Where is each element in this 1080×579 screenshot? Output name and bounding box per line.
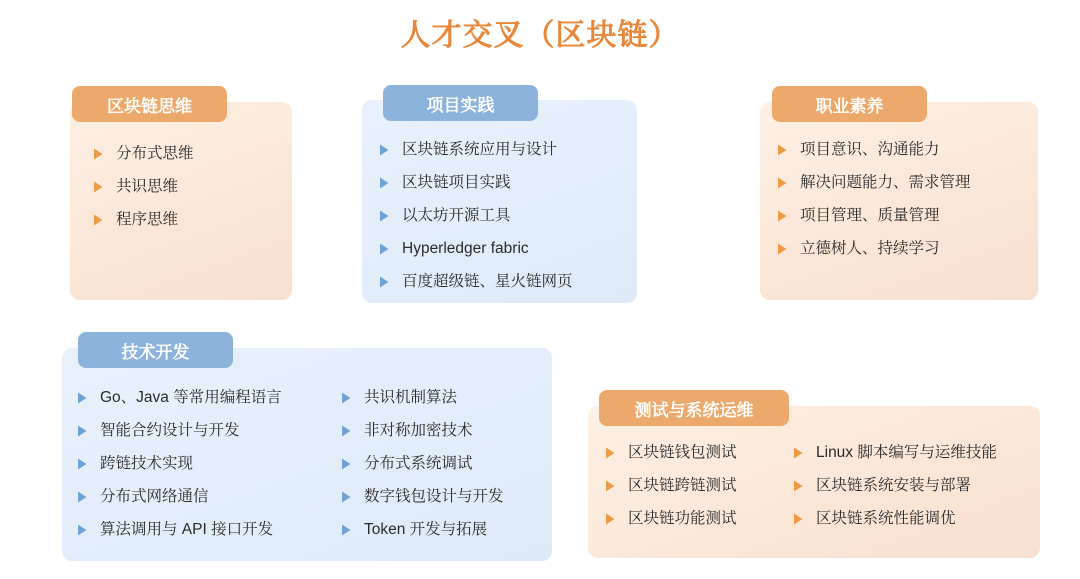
list-item-label: 区块链系统应用与设计: [402, 141, 558, 158]
arrow-right-icon: [76, 421, 92, 441]
arrow-right-icon: [776, 173, 792, 193]
list-item: [76, 388, 340, 408]
arrow-right-icon: [792, 476, 808, 496]
list-item: [340, 421, 540, 441]
arrow-right-icon: [92, 210, 108, 230]
arrow-right-icon: [378, 140, 394, 160]
list-item: [76, 454, 340, 474]
list-item-label: 智能合约设计与开发: [100, 422, 240, 439]
list-item: [776, 206, 1031, 226]
list-item-label: 非对称加密技术: [364, 422, 473, 439]
list-item: [340, 487, 540, 507]
list-item: [776, 239, 1031, 259]
page-title: 人才交叉（区块链）: [400, 19, 680, 52]
list-item: [604, 476, 792, 496]
list-item: [76, 520, 340, 540]
list-item-label: 区块链功能测试: [628, 510, 737, 527]
testing-ops-column-2: [792, 443, 1032, 529]
card-header-blockchain-thinking: [72, 86, 227, 122]
list-item-label: 算法调用与 API 接口开发: [100, 521, 274, 538]
arrow-right-icon: [604, 476, 620, 496]
list-item: [776, 173, 1031, 193]
list-item: [792, 509, 1032, 529]
arrow-right-icon: [340, 421, 356, 441]
list-item-label: 区块链项目实践: [402, 174, 511, 191]
card-header-label: 测试与系统运维: [634, 400, 754, 420]
arrow-right-icon: [776, 140, 792, 160]
list-item: [604, 509, 792, 529]
arrow-right-icon: [340, 487, 356, 507]
tech-development-column-1: [76, 388, 340, 540]
card-header-label: 区块链思维: [107, 96, 192, 116]
list-item: [792, 443, 1032, 463]
list-item: [340, 454, 540, 474]
list-tech-development: [76, 388, 546, 540]
list-item-label: 解决问题能力、需求管理: [800, 174, 971, 191]
arrow-right-icon: [76, 520, 92, 540]
list-item-label: 以太坊开源工具: [402, 207, 511, 224]
arrow-right-icon: [792, 443, 808, 463]
card-header-project-practice: [383, 85, 538, 121]
list-career-quality: [776, 140, 1031, 259]
list-item-label: 分布式网络通信: [100, 488, 209, 505]
card-header-label: 技术开发: [121, 342, 190, 362]
arrow-right-icon: [378, 206, 394, 226]
arrow-right-icon: [92, 177, 108, 197]
list-item-label: 项目意识、沟通能力: [800, 141, 940, 158]
arrow-right-icon: [776, 239, 792, 259]
list-project-practice: [378, 140, 628, 292]
list-item: [378, 272, 628, 292]
arrow-right-icon: [340, 520, 356, 540]
tech-development-column-2: [340, 388, 540, 540]
list-testing-ops: [604, 443, 1034, 529]
list-item-label: 数字钱包设计与开发: [364, 488, 504, 505]
list-item: [378, 239, 628, 259]
list-item: [92, 144, 282, 164]
list-item: [378, 140, 628, 160]
arrow-right-icon: [76, 487, 92, 507]
list-item: [92, 177, 282, 197]
list-item-label: Linux 脚本编写与运维技能: [816, 444, 997, 461]
list-item-label: 区块链钱包测试: [628, 444, 737, 461]
arrow-right-icon: [92, 144, 108, 164]
arrow-right-icon: [340, 388, 356, 408]
list-item: [378, 206, 628, 226]
list-item-label: 分布式思维: [116, 145, 194, 162]
arrow-right-icon: [604, 509, 620, 529]
list-item: [340, 520, 540, 540]
list-item: [76, 421, 340, 441]
list-item-label: 区块链系统安装与部署: [816, 477, 972, 494]
list-item: [604, 443, 792, 463]
list-item-label: 区块链跨链测试: [628, 477, 737, 494]
list-blockchain-thinking: [92, 144, 282, 230]
card-header-tech-development: [78, 332, 233, 368]
list-item: [340, 388, 540, 408]
arrow-right-icon: [378, 239, 394, 259]
list-item-label: 分布式系统调试: [364, 455, 473, 472]
arrow-right-icon: [378, 272, 394, 292]
list-item-label: Hyperledger fabric: [402, 240, 529, 257]
list-item: [76, 487, 340, 507]
list-item-label: 区块链系统性能调优: [816, 510, 956, 527]
list-item-label: Token 开发与拓展: [364, 521, 488, 538]
list-item-label: Go、Java 等常用编程语言: [100, 389, 282, 406]
list-item: [92, 210, 282, 230]
list-item-label: 立德树人、持续学习: [800, 240, 940, 257]
list-item-label: 项目管理、质量管理: [800, 207, 940, 224]
arrow-right-icon: [378, 173, 394, 193]
arrow-right-icon: [792, 509, 808, 529]
arrow-right-icon: [340, 454, 356, 474]
list-item-label: 程序思维: [116, 211, 179, 228]
list-item-label: 百度超级链、星火链网页: [402, 273, 573, 290]
card-header-testing-ops: [599, 390, 789, 426]
card-header-career-quality: [772, 86, 927, 122]
list-item-label: 共识思维: [116, 178, 179, 195]
list-item-label: 共识机制算法: [364, 389, 458, 406]
list-item-label: 跨链技术实现: [100, 455, 194, 472]
card-header-label: 项目实践: [426, 95, 495, 115]
arrow-right-icon: [76, 388, 92, 408]
list-item: [792, 476, 1032, 496]
testing-ops-column-1: [604, 443, 792, 529]
arrow-right-icon: [604, 443, 620, 463]
arrow-right-icon: [76, 454, 92, 474]
card-header-label: 职业素养: [815, 96, 884, 116]
arrow-right-icon: [776, 206, 792, 226]
list-item: [378, 173, 628, 193]
list-item: [776, 140, 1031, 160]
